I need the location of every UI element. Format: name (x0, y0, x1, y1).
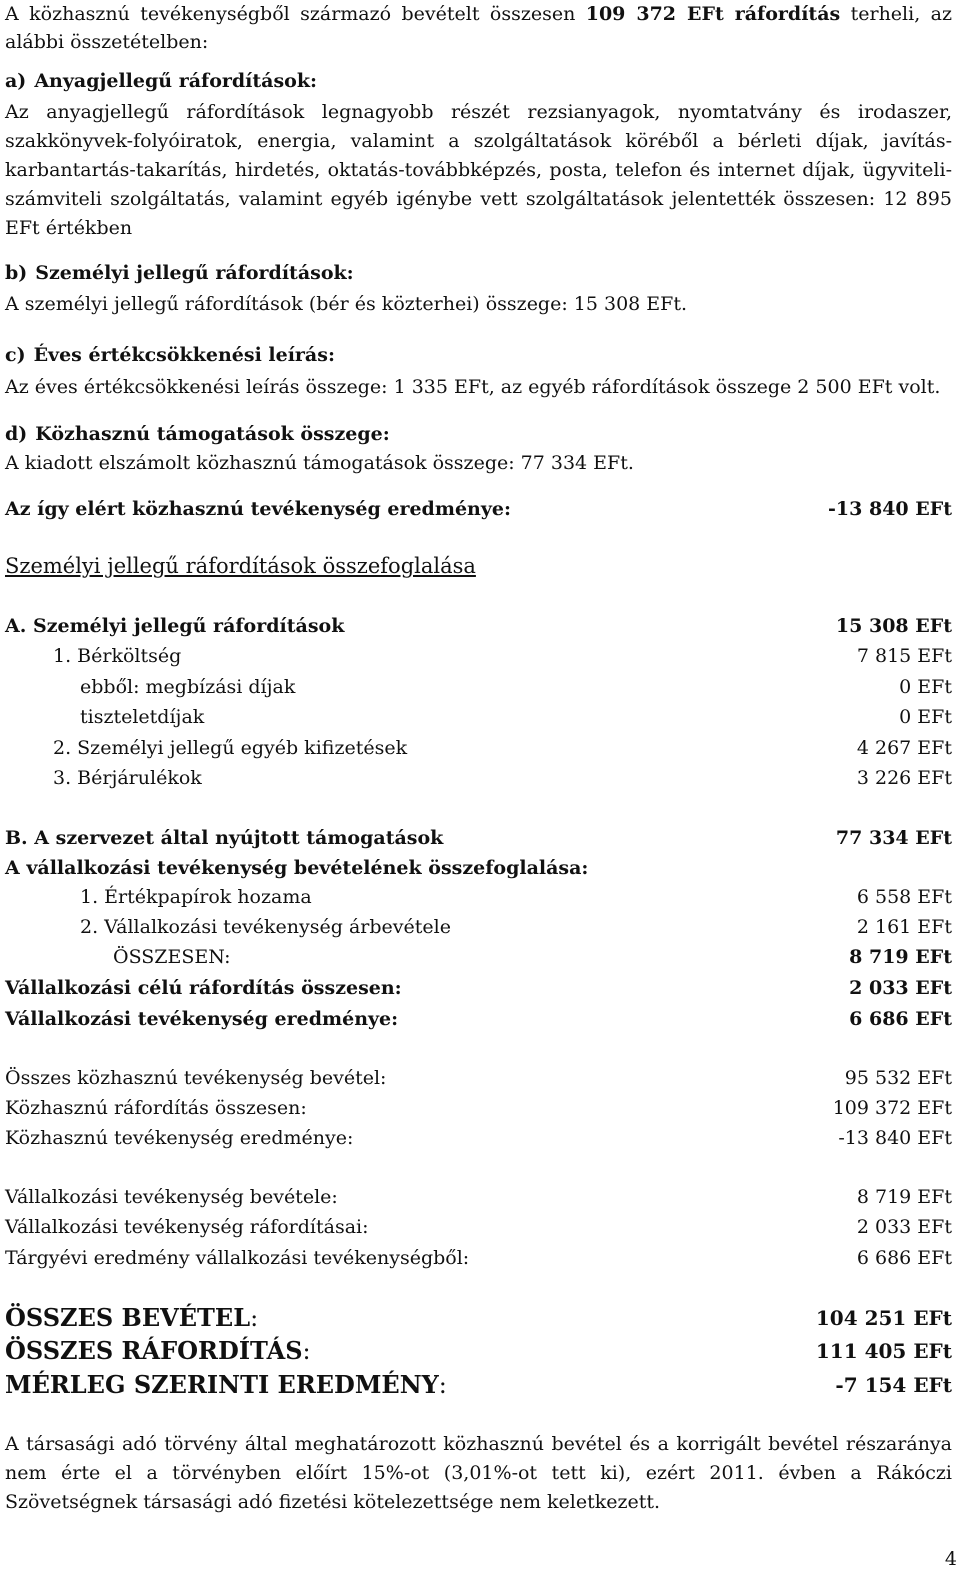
result-label: Az így elért közhasznú tevékenység eredménye: (5, 498, 511, 520)
row-label: B. A szervezet által nyújtott támogatások (5, 827, 444, 849)
business-row-cost (5, 977, 952, 1007)
row-label: 2. Személyi jellegű egyéb kifizetések (53, 737, 408, 759)
section-b-title: Személyi jellegű ráfordítások: (35, 262, 354, 284)
row-colon: : (250, 1304, 259, 1332)
support-row (5, 827, 952, 857)
row-label: tiszteletdíjak (80, 706, 205, 728)
row-label: ÖSSZES RÁFORDÍTÁS (5, 1336, 303, 1365)
section-a-heading (5, 70, 317, 92)
row-value: 95 532 EFt (844, 1067, 952, 1089)
row-value: 2 161 EFt (856, 916, 952, 938)
row-label: Vállalkozási tevékenység bevétele: (5, 1186, 338, 1208)
personnel-row-commission (5, 676, 952, 706)
business-row-sales (5, 916, 952, 946)
row-value: 0 EFt (899, 676, 952, 698)
row-value: 8 719 EFt (856, 1186, 952, 1208)
section-c-text: Az éves értékcsökkenési leírás összege: 1 335 EFt, az egyéb ráfordítások összege 2 500 EFt volt. (5, 376, 941, 398)
biz-row-revenue (5, 1186, 952, 1216)
personnel-row-other (5, 737, 952, 767)
row-value: 7 815 EFt (856, 645, 952, 667)
row-colon: : (438, 1371, 447, 1399)
row-value: 109 372 EFt (832, 1097, 952, 1119)
row-value: 3 226 EFt (856, 767, 952, 789)
row-label: Tárgyévi eredmény vállalkozási tevékenységből: (5, 1247, 470, 1269)
total-revenue-row (5, 1303, 952, 1333)
intro-text-2: terheli, az alábbi összetételben: (5, 3, 952, 53)
section-a-marker: a) (5, 70, 27, 92)
row-label: Vállalkozási tevékenység ráfordításai: (5, 1216, 369, 1238)
row-label: 1. Értékpapírok hozama (80, 886, 312, 908)
row-label: Összes közhasznú tevékenység bevétel: (5, 1067, 387, 1089)
business-row-securities (5, 886, 952, 916)
business-row-result (5, 1008, 952, 1038)
row-colon: : (302, 1337, 311, 1365)
row-value: 77 334 EFt (835, 827, 952, 849)
row-label: A. Személyi jellegű ráfordítások (5, 615, 345, 637)
business-summary-title (5, 857, 952, 887)
row-label: Közhasznú tevékenység eredménye: (5, 1127, 354, 1149)
section-d-title: Közhasznú támogatások összege: (35, 423, 390, 445)
row-value: 6 686 EFt (849, 1008, 952, 1030)
row-label: ÖSSZESEN: (113, 946, 231, 968)
row-label: Vállalkozási célú ráfordítás összesen: (5, 977, 402, 999)
row-label: 2. Vállalkozási tevékenység árbevétele (80, 916, 451, 938)
biz-row-result (5, 1247, 952, 1277)
row-value: 8 719 EFt (849, 946, 952, 968)
row-label: 3. Bérjárulékok (53, 767, 202, 789)
section-c-marker: c) (5, 344, 26, 366)
public-benefit-result-row (5, 498, 952, 528)
row-value: 0 EFt (899, 706, 952, 728)
business-row-total (5, 946, 952, 976)
section-b-marker: b) (5, 262, 28, 284)
section-c-title: Éves értékcsökkenési leírás: (33, 344, 335, 366)
row-label: Közhasznú ráfordítás összesen: (5, 1097, 307, 1119)
intro-text-1: A közhasznú tevékenységből származó bevételt összesen (5, 3, 576, 25)
row-label: ebből: megbízási díjak (80, 676, 296, 698)
row-label: A vállalkozási tevékenység bevételének összefoglalása: (5, 857, 589, 879)
closing-paragraph: A társasági adó törvény által meghatározott közhasznú bevétel és a korrigált bevétel részaránya nem érte el a törvényben előírt 15%-ot (3,01%-ot tett ki), ezért 2011. évben a Rákóczi Szövetségnek társasági adó fizetési kötelezettsége nem keletkezett. (5, 1433, 952, 1513)
section-d-marker: d) (5, 423, 28, 445)
personnel-row-contributions (5, 767, 952, 797)
row-value: -13 840 EFt (838, 1127, 952, 1149)
total-cost-row (5, 1336, 952, 1366)
row-value: -7 154 EFt (835, 1373, 952, 1397)
row-value: 6 686 EFt (856, 1247, 952, 1269)
row-label: MÉRLEG SZERINTI EREDMÉNY (5, 1370, 439, 1399)
personnel-row-honoraria (5, 706, 952, 736)
row-label: Vállalkozási tevékenység eredménye: (5, 1008, 399, 1030)
row-value: 104 251 EFt (815, 1306, 952, 1330)
result-value: -13 840 EFt (828, 498, 952, 520)
total-result-row (5, 1370, 952, 1400)
section-a-title: Anyagjellegű ráfordítások: (34, 70, 318, 92)
row-value: 6 558 EFt (856, 886, 952, 908)
section-d-text: A kiadott elszámolt közhasznú támogatások összege: 77 334 EFt. (5, 452, 634, 474)
personnel-total-row (5, 615, 952, 645)
personnel-row-wages (5, 645, 952, 675)
pb-row-result (5, 1127, 952, 1157)
summary-title: Személyi jellegű ráfordítások összefoglalása (5, 554, 476, 578)
intro-bold-amount: 109 372 EFt ráfordítás (585, 3, 841, 25)
pb-row-cost (5, 1097, 952, 1127)
intro-paragraph (5, 0, 952, 56)
pb-row-revenue (5, 1067, 952, 1097)
section-b-heading (5, 262, 354, 284)
row-value: 2 033 EFt (856, 1216, 952, 1238)
section-c-heading (5, 344, 335, 366)
biz-row-cost (5, 1216, 952, 1246)
section-b-text: A személyi jellegű ráfordítások (bér és közterhei) összege: 15 308 EFt. (5, 293, 688, 315)
section-a-text: Az anyagjellegű ráfordítások legnagyobb részét rezsianyagok, nyomtatvány és irodaszer, szakkönyvek-folyóiratok, energia, valamint a szolgáltatások köréből a bérleti díjak, javítás-karbantartás-takarítás, hirdetés, oktatás-továbbképzés, posta, telefon és internet díjak, ügyviteli-számviteli szolgáltatás, valamint egyéb igénybe vett szolgáltatások jelentették összesen: 12 895 EFt értékben (5, 101, 952, 239)
row-value: 2 033 EFt (849, 977, 952, 999)
row-value: 15 308 EFt (835, 615, 952, 637)
section-d-heading (5, 423, 390, 445)
row-label: 1. Bérköltség (53, 645, 182, 667)
row-label: ÖSSZES BEVÉTEL (5, 1303, 251, 1332)
page-number: 4 (944, 1548, 957, 1570)
row-value: 111 405 EFt (815, 1339, 952, 1363)
row-value: 4 267 EFt (856, 737, 952, 759)
